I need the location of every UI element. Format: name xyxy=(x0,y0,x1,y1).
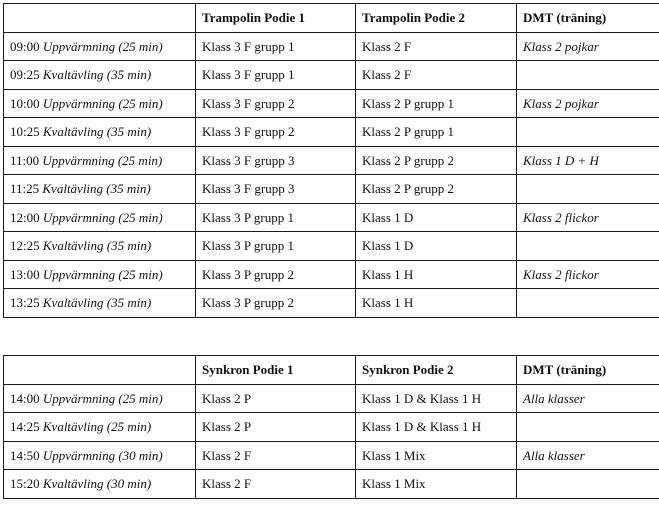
podie-2-cell: Klass 2 P grupp 1 xyxy=(356,118,517,147)
dmt-cell: Alla klasser xyxy=(517,384,659,413)
time-label: 14:50 xyxy=(10,447,40,463)
time-cell xyxy=(4,470,196,499)
time-label: 09:00 xyxy=(10,38,40,54)
schedule-table-trampolin xyxy=(3,3,659,318)
header-cell-time xyxy=(4,4,196,33)
podie-2-cell: Klass 2 P grupp 2 xyxy=(356,175,517,204)
dmt-cell: Klass 2 flickor xyxy=(517,203,659,232)
time-label: 14:25 xyxy=(10,419,40,434)
table-row xyxy=(4,232,659,261)
table-row xyxy=(4,384,659,413)
dmt-cell xyxy=(517,470,659,499)
header-cell-time xyxy=(4,356,196,385)
table-row xyxy=(4,146,659,175)
table-row xyxy=(4,470,659,499)
dmt-cell xyxy=(517,118,659,147)
podie-2-cell: Klass 2 P grupp 2 xyxy=(356,146,517,175)
time-label: 12:00 xyxy=(10,209,40,225)
time-cell xyxy=(4,118,196,147)
activity-label: Kvaltävling (35 min) xyxy=(42,124,152,139)
podie-1-cell: Klass 2 P xyxy=(196,413,356,442)
time-label: 10:00 xyxy=(10,95,40,111)
time-cell xyxy=(4,32,196,61)
activity-label: Kvaltävling (35 min) xyxy=(42,238,152,253)
activity-label: Kvaltävling (35 min) xyxy=(42,67,152,82)
podie-1-cell: Klass 2 F xyxy=(196,441,356,470)
time-cell xyxy=(4,289,196,318)
podie-1-cell: Klass 3 F grupp 1 xyxy=(196,61,356,90)
activity-label: Kvaltävling (35 min) xyxy=(42,295,152,310)
podie-2-cell: Klass 1 D & Klass 1 H xyxy=(356,413,517,442)
table-row xyxy=(4,289,659,318)
table-row xyxy=(4,175,659,204)
podie-2-cell: Klass 1 D xyxy=(356,203,517,232)
dmt-cell xyxy=(517,175,659,204)
time-label: 15:20 xyxy=(10,476,40,491)
time-label: 13:00 xyxy=(10,266,40,282)
dmt-cell: Klass 1 D + H xyxy=(517,146,659,175)
podie-2-cell: Klass 1 Mix xyxy=(356,441,517,470)
podie-1-cell: Klass 3 F grupp 3 xyxy=(196,175,356,204)
podie-2-cell: Klass 2 P grupp 1 xyxy=(356,89,517,118)
table-row xyxy=(4,441,659,470)
podie-2-cell: Klass 2 F xyxy=(356,32,517,61)
podie-1-cell: Klass 2 P xyxy=(196,384,356,413)
time-cell xyxy=(4,175,196,204)
table-row xyxy=(4,413,659,442)
header-cell-podie-2: Synkron Podie 2 xyxy=(356,356,517,385)
schedule-table-synkron xyxy=(3,355,659,499)
time-label: 11:25 xyxy=(10,181,40,196)
time-label: 09:25 xyxy=(10,67,40,82)
podie-1-cell: Klass 3 F grupp 2 xyxy=(196,89,356,118)
time-cell xyxy=(4,146,196,175)
activity-label: Uppvärmning (25 min) xyxy=(42,95,163,111)
header-row xyxy=(4,4,659,33)
table-row xyxy=(4,260,659,289)
time-cell xyxy=(4,413,196,442)
time-label: 14:00 xyxy=(10,390,40,406)
podie-2-cell: Klass 2 F xyxy=(356,61,517,90)
podie-1-cell: Klass 3 F grupp 1 xyxy=(196,32,356,61)
activity-label: Uppvärmning (25 min) xyxy=(42,152,163,168)
podie-1-cell: Klass 2 F xyxy=(196,470,356,499)
table-row xyxy=(4,32,659,61)
header-cell-dmt: DMT (träning) xyxy=(517,356,659,385)
header-cell-dmt: DMT (träning) xyxy=(517,4,659,33)
dmt-cell: Klass 2 flickor xyxy=(517,260,659,289)
activity-label: Kvaltävling (35 min) xyxy=(42,181,151,196)
activity-label: Uppvärmning (25 min) xyxy=(42,390,163,406)
table-row xyxy=(4,118,659,147)
header-cell-podie-2: Trampolin Podie 2 xyxy=(356,4,517,33)
time-cell xyxy=(4,89,196,118)
podie-2-cell: Klass 1 H xyxy=(356,289,517,318)
activity-label: Uppvärmning (30 min) xyxy=(42,447,163,463)
time-label: 10:25 xyxy=(10,124,40,139)
header-cell-podie-1: Synkron Podie 1 xyxy=(196,356,356,385)
time-cell xyxy=(4,384,196,413)
podie-1-cell: Klass 3 P grupp 1 xyxy=(196,203,356,232)
dmt-cell xyxy=(517,232,659,261)
podie-2-cell: Klass 1 H xyxy=(356,260,517,289)
podie-1-cell: Klass 3 P grupp 2 xyxy=(196,289,356,318)
table-row xyxy=(4,61,659,90)
time-cell xyxy=(4,441,196,470)
podie-1-cell: Klass 3 F grupp 3 xyxy=(196,146,356,175)
time-cell xyxy=(4,232,196,261)
table-row xyxy=(4,203,659,232)
time-cell xyxy=(4,260,196,289)
dmt-cell xyxy=(517,289,659,318)
podie-1-cell: Klass 3 P grupp 2 xyxy=(196,260,356,289)
activity-label: Uppvärmning (25 min) xyxy=(42,266,163,282)
table-row xyxy=(4,89,659,118)
time-label: 12:25 xyxy=(10,238,40,253)
podie-2-cell: Klass 1 Mix xyxy=(356,470,517,499)
dmt-cell: Alla klasser xyxy=(517,441,659,470)
podie-2-cell: Klass 1 D xyxy=(356,232,517,261)
dmt-cell: Klass 2 pojkar xyxy=(517,89,659,118)
podie-2-cell: Klass 1 D & Klass 1 H xyxy=(356,384,517,413)
dmt-cell: Klass 2 pojkar xyxy=(517,32,659,61)
dmt-cell xyxy=(517,413,659,442)
podie-1-cell: Klass 3 F grupp 2 xyxy=(196,118,356,147)
activity-label: Uppvärmning (25 min) xyxy=(42,38,163,54)
dmt-cell xyxy=(517,61,659,90)
podie-1-cell: Klass 3 P grupp 1 xyxy=(196,232,356,261)
time-label: 13:25 xyxy=(10,295,40,310)
header-cell-podie-1: Trampolin Podie 1 xyxy=(196,4,356,33)
time-label: 11:00 xyxy=(10,152,40,168)
time-cell xyxy=(4,203,196,232)
activity-label: Uppvärmning (25 min) xyxy=(42,209,163,225)
header-row xyxy=(4,356,659,385)
time-cell xyxy=(4,61,196,90)
activity-label: Kvaltävling (25 min) xyxy=(42,419,152,434)
activity-label: Kvaltävling (30 min) xyxy=(42,476,152,491)
